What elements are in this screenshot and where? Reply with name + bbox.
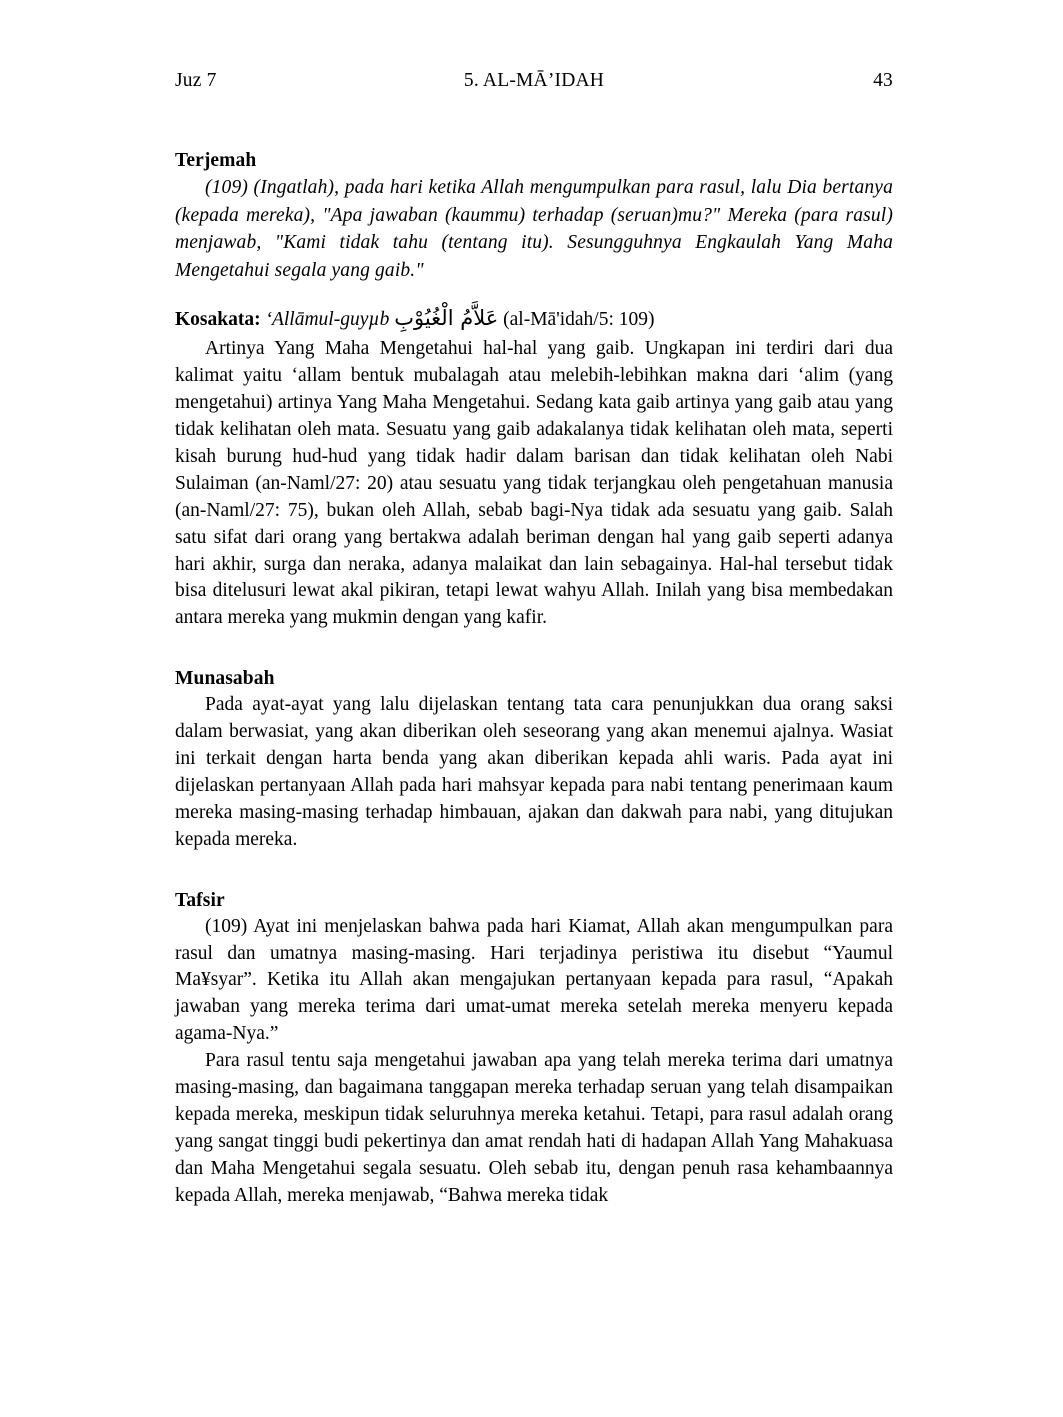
kosakata-arabic-term: عَلاَّمُ الْغُيُوْبِ [394,305,499,330]
spacer [175,870,893,890]
section-munasabah-title: Munasabah [175,668,275,690]
spacer [175,648,893,668]
kosakata-term: ʻAllāmul-guyµb [265,308,390,330]
section-tafsir [175,890,893,1210]
kosakata-heading [175,303,893,335]
section-munasabah [175,668,893,853]
section-kosakata [175,303,893,632]
kosakata-reference: (al-Mā'idah/5: 109) [503,308,655,330]
running-header [175,70,893,92]
header-surah-title: 5. AL-MĀ’IDAH [463,70,605,91]
section-terjemah-body: (109) (Ingatlah), pada hari ketika Allah mengumpulkan para rasul, lalu Dia bertanya (kepada mereka), "Apa jawaban (kaummu) terhadap (seruan)mu?" Mereka (para rasul) menjawab, "Kami tidak tahu (tentang itu). Sesungguhnya Engkaulah Yang Maha Mengetahui segala yang gaib." [175,177,893,282]
section-terjemah [175,150,893,285]
section-tafsir-title: Tafsir [175,889,225,911]
page-content [175,70,893,1226]
kosakata-label: Kosakata: [175,308,261,330]
section-tafsir-paragraph-2: Para rasul tentu saja mengetahui jawaban apa yang telah mereka terima dari umatnya masing-masing, dan bagaimana tanggapan mereka terhadap seruan yang telah disampaikan kepada mereka, meskipun tidak seluruhnya mereka ketahui. Tetapi, para rasul adalah orang yang sangat tinggi budi pekertinya dan amat rendah hati di hadapan Allah Yang Mahakuasa dan Maha Mengetahui segala sesuatu. Oleh sebab itu, dengan penuh rasa kehambaannya kepada Allah, mereka menjawab, “Bahwa mereka tidak [175,1050,893,1206]
section-tafsir-paragraph-1: (109) Ayat ini menjelaskan bahwa pada hari Kiamat, Allah akan mengumpulkan para rasul dan umatnya masing-masing. Hari terjadinya peristiwa itu disebut “Yaumul Ma¥syar”. Ketika itu Allah akan mengajukan pertanyaan kepada para rasul, “Apakah jawaban yang mereka terima dari umat-umat mereka setelah mereka menyeru kepada agama-Nya.” [175,915,893,1045]
section-terjemah-title: Terjemah [175,150,257,171]
header-page-number: 43 [873,70,893,91]
section-kosakata-body: Artinya Yang Maha Mengetahui hal-hal yang gaib. Ungkapan ini terdiri dari dua kalimat yaitu ‘allam bentuk mubalagah atau melebih-lebihkan makna dari ‘alim (yang mengetahui) artinya Yang Maha Mengetahui. Sedang kata gaib artinya yang gaib atau yang tidak kelihatan oleh mata. Sesuatu yang gaib adakalanya tidak kelihatan oleh mata, seperti kisah burung hud-hud yang tidak hadir dalam barisan dan tidak kelihatan oleh Nabi Sulaiman (an-Naml/27: 20) atau sesuatu yang tidak terjangkau oleh pengetahuan manusia (an-Naml/27: 75), bukan oleh Allah, sebab bagi-Nya tidak ada sesuatu yang gaib. Salah satu sifat dari orang yang bertakwa adalah beriman dengan hal yang gaib seperti adanya hari akhir, surga dan neraka, adanya malaikat dan lain sebagainya. Hal-hal tersebut tidak bisa ditelusuri lewat akal pikiran, tetapi lewat wahyu Allah. Inilah yang bisa membedakan antara mereka yang mukmin dengan yang kafir. [175,338,893,629]
header-juz: Juz 7 [175,70,217,91]
section-munasabah-body: Pada ayat-ayat yang lalu dijelaskan tentang tata cara penunjukkan dua orang saksi dalam berwasiat, yang akan diberikan oleh seseorang yang akan menemui ajalnya. Wasiat ini terkait dengan harta benda yang akan diberikan kepada ahli waris. Pada ayat ini dijelaskan pertanyaan Allah pada hari mahsyar kepada para nabi tentang penerimaan kaum mereka masing-masing terhadap himbauan, ajakan dan dakwah para nabi, yang ditujukan kepada mereka. [175,694,893,850]
